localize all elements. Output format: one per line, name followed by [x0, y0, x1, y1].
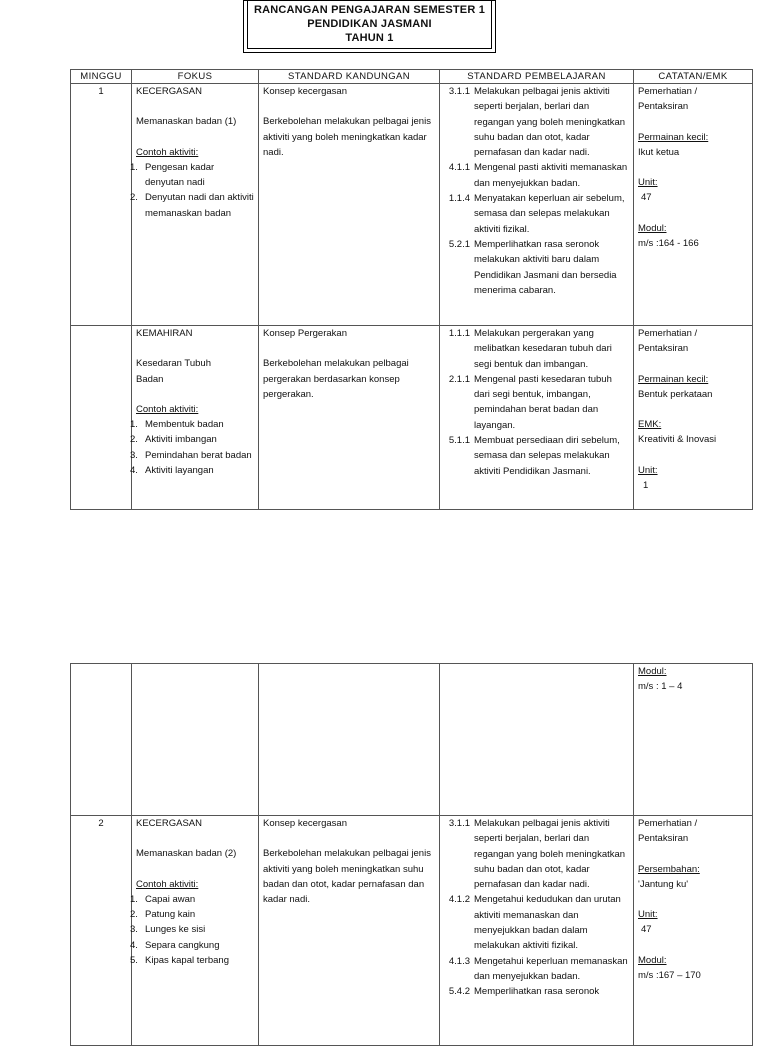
document-title-inner [247, 0, 492, 49]
sp-item: 3.1.1 Melakukan pelbagai jenis aktiviti seperti berjalan, berlari dan regangan yang boleh meningkatkan suhu badan dan otot, kadar pernafasan dan kadar nadi. [448, 818, 626, 891]
note-modul-label: Modul: [638, 222, 667, 234]
note-unit-value: 47 [641, 924, 652, 936]
catatan-cell [634, 326, 753, 510]
note-unit-value: 1 [643, 480, 649, 492]
header-catatan-emk: CATATAN/EMK [634, 70, 753, 84]
sp-item: 1.1.4 Menyatakan keperluan air sebelum, semasa dan selepas melakukan aktiviti fizikal. [448, 193, 625, 235]
activity-item: 4. Aktiviti layangan [130, 465, 214, 477]
focus-subheading: Badan [136, 373, 164, 385]
lesson-plan-table-continued [70, 663, 753, 1046]
note-permainan-label: Permainan kecil: [638, 373, 709, 385]
activity-item: 2. Aktiviti imbangan [130, 434, 217, 446]
title-line-3: TAHUN 1 [345, 32, 394, 44]
note-permainan-value: Ikut ketua [638, 146, 680, 158]
activity-item: 2. Denyutan nadi dan aktiviti memanaskan badan [130, 192, 254, 219]
table-row [71, 664, 753, 816]
catatan-cell [634, 664, 753, 816]
contoh-aktiviti-label: Contoh aktiviti: [136, 146, 199, 158]
activity-item: 1. Pengesan kadar denyutan nadi [130, 161, 215, 189]
table-row [71, 84, 753, 326]
note-modul-label: Modul: [638, 666, 667, 677]
standard-kandungan-cell [259, 816, 440, 1046]
note-unit-label: Unit: [638, 464, 658, 476]
focus-heading: KECERGASAN [136, 86, 202, 97]
standard-kandungan-cell [259, 664, 440, 816]
note-modul-value: m/s : 1 – 4 [638, 681, 683, 693]
note-pemerhatian: Pemerhatian / [638, 818, 698, 829]
focus-subheading: Memanaskan badan (2) [136, 848, 237, 860]
contoh-aktiviti-label: Contoh aktiviti: [136, 403, 199, 415]
note-persembahan-value: 'Jantung ku' [638, 878, 689, 890]
focus-heading: KECERGASAN [136, 818, 202, 829]
note-modul-value: m/s :167 – 170 [638, 970, 701, 982]
week-cell [71, 664, 132, 816]
table-row [71, 816, 753, 1046]
note-modul-label: Modul: [638, 954, 667, 966]
activity-item: 1. Capai awan [130, 893, 196, 905]
table-row [71, 326, 753, 510]
sp-item: 4.1.2 Mengetahui kedudukan dan urutan aktiviti memanaskan dan menyejukkan badan dalam melakukan aktiviti fizikal. [448, 894, 621, 952]
activity-item: 3. Lunges ke sisi [130, 924, 206, 936]
note-persembahan-label: Persembahan: [638, 863, 700, 875]
focus-subheading: Memanaskan badan (1) [136, 116, 237, 128]
note-permainan-label: Permainan kecil: [638, 131, 709, 143]
activity-item: 4. Separa cangkung [130, 939, 220, 951]
table-header-row [71, 70, 753, 84]
title-line-2: PENDIDIKAN JASMANI [307, 18, 432, 30]
note-pentaksiran: Pentaksiran [638, 343, 689, 355]
sp-item: 4.1.1 Mengenal pasti aktiviti memanaskan dan menyejukkan badan. [448, 162, 628, 189]
sk-description: Berkebolehan melakukan pelbagai jenis aktiviti yang boleh meningkatkan kadar nadi. [263, 116, 431, 158]
sk-title: Konsep kecergasan [263, 818, 347, 829]
lesson-plan-table [70, 69, 753, 510]
note-pentaksiran: Pentaksiran [638, 833, 689, 845]
standard-pembelajaran-cell [440, 326, 634, 510]
note-pemerhatian: Pemerhatian / [638, 86, 698, 97]
note-permainan-value: Bentuk perkataan [638, 388, 713, 400]
focus-heading: KEMAHIRAN [136, 328, 193, 339]
note-pemerhatian: Pemerhatian / [638, 328, 698, 339]
note-unit-value: 47 [641, 192, 652, 204]
note-emk-value: Kreativiti & Inovasi [638, 434, 717, 446]
note-pentaksiran: Pentaksiran [638, 101, 689, 113]
focus-subheading: Kesedaran Tubuh [136, 358, 212, 370]
header-fokus: FOKUS [132, 70, 259, 84]
sk-title: Konsep Pergerakan [263, 328, 347, 339]
activity-item: 1. Membentuk badan [130, 419, 224, 431]
catatan-cell [634, 816, 753, 1046]
title-line-1: RANCANGAN PENGAJARAN SEMESTER 1 [253, 4, 486, 16]
focus-cell [132, 816, 259, 1046]
document-title-box [243, 0, 496, 53]
standard-kandungan-cell [259, 84, 440, 326]
sp-item: 3.1.1 Melakukan pelbagai jenis aktiviti seperti berjalan, berlari dan regangan yang boleh meningkatkan suhu badan dan otot, kadar pernafasan dan kadar nadi. [448, 86, 626, 159]
standard-pembelajaran-cell [440, 84, 634, 326]
catatan-cell [634, 84, 753, 326]
note-modul-value: m/s :164 - 166 [638, 238, 699, 250]
week-cell: 1 [71, 84, 132, 326]
note-unit-label: Unit: [638, 909, 658, 921]
focus-cell [132, 84, 259, 326]
sp-item: 2.1.1 Mengenal pasti kesedaran tubuh dari segi bentuk, imbangan, pemindahan berat badan dan layangan. [448, 373, 612, 431]
week-cell [71, 326, 132, 510]
header-standard-kandungan: STANDARD KANDUNGAN [259, 70, 440, 84]
standard-kandungan-cell [259, 326, 440, 510]
focus-cell [132, 326, 259, 510]
activity-item: 5. Kipas kapal terbang [130, 955, 229, 967]
note-emk-label: EMK: [638, 419, 662, 431]
focus-cell [132, 664, 259, 816]
activity-item: 2. Patung kain [130, 909, 196, 921]
header-minggu: MINGGU [71, 70, 132, 84]
sp-item: 1.1.1 Melakukan pergerakan yang melibatkan kesedaran tubuh dari segi bentuk dan imbangan. [448, 328, 612, 370]
standard-pembelajaran-cell [440, 664, 634, 816]
activity-item: 3. Pemindahan berat badan [130, 449, 252, 461]
standard-pembelajaran-cell [440, 816, 634, 1046]
note-unit-label: Unit: [638, 177, 658, 189]
sp-item: 5.4.2 Memperlihatkan rasa seronok [448, 986, 600, 998]
sk-description: Berkebolehan melakukan pelbagai jenis aktiviti yang boleh meningkatkan suhu badan dan otot, kadar pernafasan dan kadar nadi. [263, 848, 431, 906]
contoh-aktiviti-label: Contoh aktiviti: [136, 878, 199, 890]
sp-item: 4.1.3 Mengetahui keperluan memanaskan dan menyejukkan badan. [448, 955, 628, 982]
sk-title: Konsep kecergasan [263, 86, 347, 97]
sk-description: Berkebolehan melakukan pelbagai pergerakan berdasarkan konsep pergerakan. [263, 358, 409, 400]
header-standard-pembelajaran: STANDARD PEMBELAJARAN [440, 70, 634, 84]
sp-item: 5.2.1 Memperlihatkan rasa seronok melakukan aktiviti baru dalam Pendidikan Jasmani dan bersedia menerima cabaran. [448, 238, 617, 296]
sp-item: 5.1.1 Membuat persediaan diri sebelum, semasa dan selepas melakukan aktiviti Pendidikan Jasmani. [448, 435, 620, 477]
week-cell: 2 [71, 816, 132, 1046]
